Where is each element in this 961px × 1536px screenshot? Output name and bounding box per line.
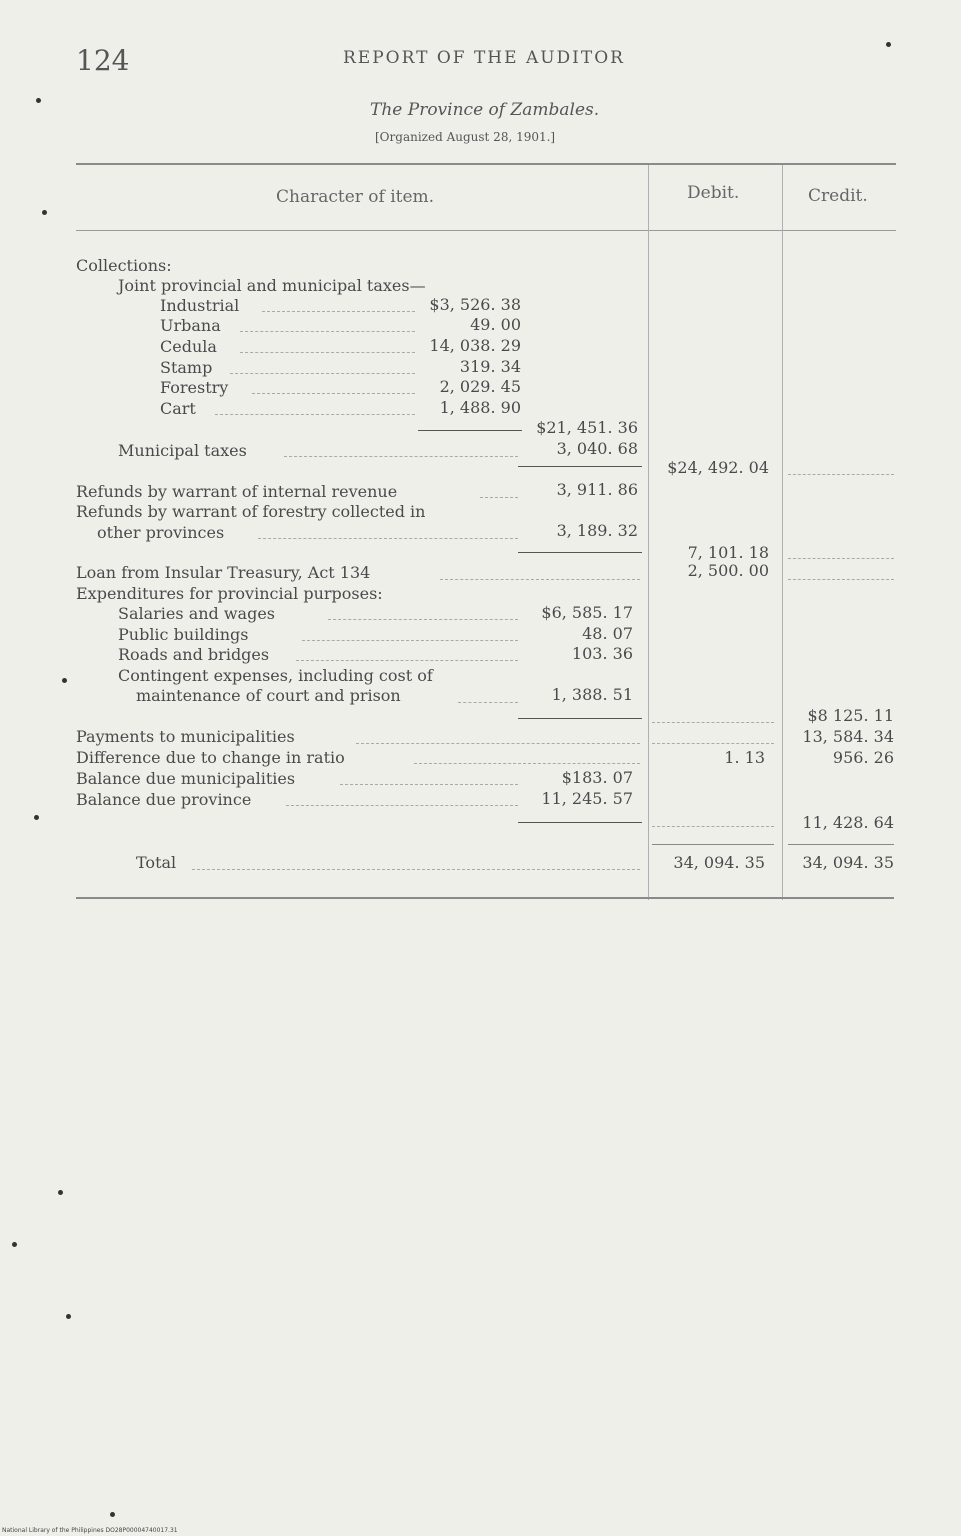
leader	[328, 619, 518, 620]
leader	[788, 579, 894, 580]
speck	[66, 1314, 71, 1319]
expenditures-heading: Expenditures for provincial purposes:	[76, 584, 383, 603]
cedula-amount: 14, 038. 29	[429, 336, 521, 355]
leader	[240, 331, 415, 332]
running-head: REPORT OF THE AUDITOR	[343, 48, 625, 68]
refunds-forestry-amount: 3, 189. 32	[556, 521, 638, 540]
contingent-label-1: Contingent expenses, including cost of	[118, 666, 433, 685]
leader	[284, 456, 518, 457]
total-label: Total	[136, 853, 177, 872]
leader	[414, 763, 640, 764]
industrial-amount: $3, 526. 38	[429, 295, 521, 314]
buildings-label: Public buildings	[118, 625, 249, 644]
col-header-item: Character of item.	[276, 187, 435, 207]
col-header-debit: Debit.	[687, 183, 740, 203]
balance-province-amount: 11, 245. 57	[541, 789, 633, 808]
contingent-label-2: maintenance of court and prison	[136, 686, 401, 705]
cedula-label: Cedula	[160, 337, 217, 356]
joint-taxes-total: $21, 451. 36	[536, 418, 638, 437]
credit-column-rule	[782, 165, 783, 900]
page-number: 124	[76, 44, 130, 77]
leader	[215, 414, 415, 415]
subtotal-rule	[418, 430, 522, 431]
stamp-label: Stamp	[160, 358, 213, 377]
total-credit: 34, 094. 35	[802, 853, 894, 872]
balance-province-label: Balance due province	[76, 790, 252, 809]
scan-footer: National Library of the Philippines DO28P00004740017.31	[2, 1527, 178, 1534]
leader	[252, 393, 415, 394]
difference-debit: 1. 13	[724, 748, 765, 767]
refunds-forestry-label-2: other provinces	[97, 523, 225, 542]
subtotal-rule	[518, 822, 642, 823]
difference-credit: 956. 26	[832, 748, 894, 767]
refunds-internal-revenue-amount: 3, 911. 86	[556, 480, 638, 499]
industrial-label: Industrial	[160, 296, 240, 315]
speck	[62, 678, 67, 683]
total-debit: 34, 094. 35	[673, 853, 765, 872]
total-rule-debit	[652, 844, 774, 845]
total-rule-credit	[788, 844, 894, 845]
loan-debit: 2, 500. 00	[687, 561, 769, 580]
leader	[296, 660, 518, 661]
header-rule	[76, 230, 896, 231]
leader	[230, 373, 415, 374]
leader	[192, 869, 640, 870]
payments-credit: 13, 584. 34	[802, 727, 894, 746]
leader	[788, 474, 894, 475]
speck	[12, 1242, 17, 1247]
municipal-taxes-amount: 3, 040. 68	[556, 439, 638, 458]
municipal-taxes-label: Municipal taxes	[118, 441, 247, 460]
contingent-amount: 1, 388. 51	[551, 685, 633, 704]
loan-label: Loan from Insular Treasury, Act 134	[76, 563, 371, 582]
leader	[458, 702, 518, 703]
collections-heading: Collections:	[76, 256, 172, 275]
page-subtitle: [Organized August 28, 1901.]	[375, 130, 556, 144]
forestry-amount: 2, 029. 45	[439, 377, 521, 396]
refunds-internal-revenue-label: Refunds by warrant of internal revenue	[76, 482, 398, 501]
table-top-rule	[76, 163, 896, 165]
refunds-debit: 7, 101. 18	[687, 543, 769, 562]
leader	[788, 558, 894, 559]
cart-label: Cart	[160, 399, 196, 418]
speck	[42, 210, 47, 215]
page-title: The Province of Zambales.	[370, 100, 600, 120]
cart-amount: 1, 488. 90	[439, 398, 521, 417]
refunds-forestry-label-1: Refunds by warrant of forestry collected in	[76, 502, 426, 521]
salaries-amount: $6, 585. 17	[541, 603, 633, 622]
expenditures-credit: $8 125. 11	[807, 706, 894, 725]
leader	[286, 805, 518, 806]
leader	[480, 497, 518, 498]
subtotal-rule	[518, 466, 642, 467]
urbana-amount: 49. 00	[470, 315, 521, 334]
leader	[240, 352, 415, 353]
payments-label: Payments to municipalities	[76, 727, 295, 746]
subtotal-rule	[518, 552, 642, 553]
salaries-label: Salaries and wages	[118, 604, 276, 623]
leader	[356, 743, 640, 744]
leader	[652, 722, 774, 723]
leader	[258, 538, 518, 539]
buildings-amount: 48. 07	[582, 624, 633, 643]
speck	[58, 1190, 63, 1195]
urbana-label: Urbana	[160, 316, 221, 335]
forestry-label: Forestry	[160, 378, 229, 397]
table-bottom-rule	[76, 897, 894, 899]
roads-amount: 103. 36	[571, 644, 633, 663]
subtotal-rule	[518, 718, 642, 719]
stamp-amount: 319. 34	[459, 357, 521, 376]
speck	[36, 98, 41, 103]
leader	[302, 640, 518, 641]
debit-column-rule	[648, 165, 649, 900]
roads-label: Roads and bridges	[118, 645, 270, 664]
collections-debit: $24, 492. 04	[667, 458, 769, 477]
balance-municipalities-label: Balance due municipalities	[76, 769, 296, 788]
balance-municipalities-amount: $183. 07	[561, 768, 633, 787]
speck	[34, 815, 39, 820]
leader	[440, 579, 640, 580]
speck	[886, 42, 891, 47]
speck	[110, 1512, 115, 1517]
leader	[652, 743, 774, 744]
leader	[262, 311, 415, 312]
leader	[652, 826, 774, 827]
balance-credit: 11, 428. 64	[802, 813, 894, 832]
leader	[340, 784, 518, 785]
difference-label: Difference due to change in ratio	[76, 748, 345, 767]
joint-taxes-heading: Joint provincial and municipal taxes—	[118, 276, 426, 295]
col-header-credit: Credit.	[808, 186, 868, 206]
